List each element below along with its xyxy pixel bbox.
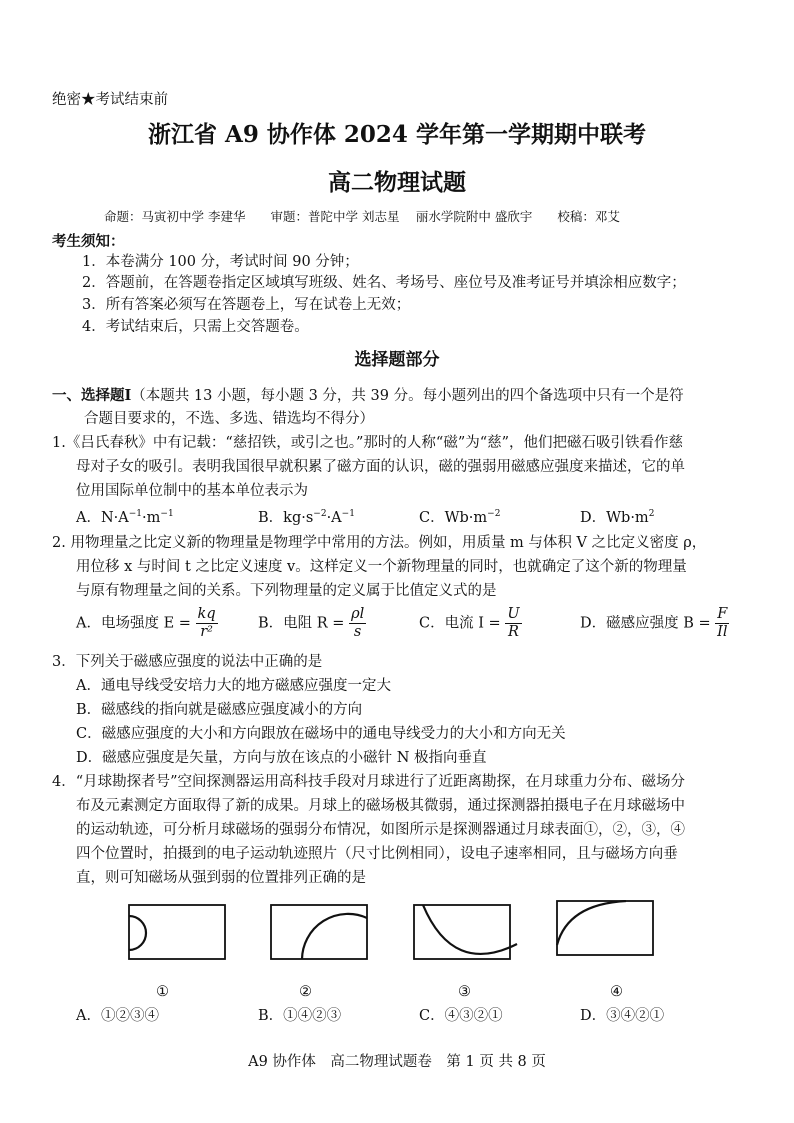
fraction <box>715 606 729 641</box>
q2-stem-line: 用位移 x 与时间 t 之比定义速度 v。这样定义一个新物理量的同时，也就确定了这个新的物理量 <box>76 559 687 575</box>
q1-option-a[interactable] <box>76 508 174 528</box>
q1-option-c[interactable] <box>419 508 500 528</box>
part-description: （本题共 13 小题，每小题 3 分，共 39 分。每小题列出的四个备选项中只有一个是符 <box>131 388 684 404</box>
option-label: C． <box>419 510 445 526</box>
numerator: U <box>507 606 520 622</box>
q1-option-d[interactable] <box>580 508 654 528</box>
option-text: Wb·m <box>444 510 488 526</box>
option-text: N·A <box>100 510 129 526</box>
exponent: −1 <box>341 509 355 519</box>
option-text: Wb·m <box>606 510 649 526</box>
denominator: Il <box>717 624 728 640</box>
electron-track-photo-2 <box>270 904 370 966</box>
q4-stem-line: 的运动轨迹，可分析月球磁场的强弱分布情况，如图所示是探测器通过月球表面①，②，③，④ <box>76 822 685 838</box>
numerator: F <box>717 606 728 622</box>
q4-stem-line: 直，则可知磁场从强到弱的位置排列正确的是 <box>76 870 366 886</box>
option-label: C．电流 I = <box>419 615 501 632</box>
option-label: D． <box>580 510 607 526</box>
page-footer: A9 协作体 高二物理试题卷 第 1 页 共 8 页 <box>248 1054 546 1070</box>
q1-option-b[interactable] <box>258 508 355 528</box>
exponent: −1 <box>160 509 174 519</box>
notice-item: 3．所有答案必须写在答题卷上，写在试卷上无效； <box>82 297 411 313</box>
q4-option-c[interactable]: C．④③②① <box>419 1008 503 1024</box>
confidential-mark: 绝密★考试结束前 <box>52 92 168 108</box>
denominator: r² <box>200 624 213 640</box>
q4-stem-line: 四个位置时，拍摄到的电子运动轨迹照片（尺寸比例相同），设电子速率相同，且与磁场方向垂 <box>76 846 678 862</box>
q3-option-d[interactable]: D．磁感应强度是矢量，方向与放在该点的小磁针 N 极指向垂直 <box>76 750 487 766</box>
option-text: ·m <box>142 510 161 526</box>
option-label: B．电阻 R = <box>258 615 345 632</box>
q2-option-c[interactable] <box>419 606 522 641</box>
exponent: −1 <box>128 509 143 519</box>
part-heading <box>52 386 684 406</box>
q3-option-a[interactable]: A．通电导线受安培力大的地方磁感应强度一定大 <box>76 678 391 694</box>
q2-option-b[interactable] <box>258 606 366 641</box>
electron-track-photo-1 <box>128 904 228 966</box>
q2-stem-line: 与原有物理量之间的关系。下列物理量的定义属于比值定义式的是 <box>76 583 497 599</box>
q4-option-d[interactable]: D．③④②① <box>580 1008 665 1024</box>
fraction <box>349 606 366 641</box>
figure-label: ② <box>299 984 312 1000</box>
option-text: kg·s <box>283 510 314 526</box>
option-label: A．电场强度 E = <box>76 615 191 632</box>
figure-label: ① <box>156 984 169 1000</box>
q3-stem: 3．下列关于磁感应强度的说法中正确的是 <box>52 654 323 670</box>
exponent: −2 <box>313 509 327 519</box>
electron-track-photo-3 <box>413 904 519 966</box>
figure-label: ③ <box>458 984 471 1000</box>
notice-item: 4．考试结束后，只需上交答题卷。 <box>82 319 309 335</box>
q3-option-c[interactable]: C．磁感应强度的大小和方向跟放在磁场中的通电导线受力的大小和方向无关 <box>76 726 566 742</box>
notice-heading: 考生须知： <box>52 233 125 250</box>
electron-track-photo-4 <box>556 900 656 962</box>
part-description-cont: 合题目要求的，不选、多选、错选均不得分） <box>84 411 374 427</box>
q2-option-d[interactable] <box>580 606 729 641</box>
exponent: −2 <box>487 509 501 519</box>
option-label: B． <box>258 510 284 526</box>
q4-option-a[interactable]: A．①②③④ <box>76 1008 159 1024</box>
q4-stem-line: 4．“月球勘探者号”空间探测器运用高科技手段对月球进行了近距离勘探，在月球重力分布、磁场分 <box>52 774 686 790</box>
option-text: ·A <box>326 510 342 526</box>
q3-option-b[interactable]: B．磁感线的指向就是磁感应强度减小的方向 <box>76 702 363 718</box>
q1-stem-line: 1.《吕氏春秋》中有记载：“慈招铁，或引之也。”那时的人称“磁”为“慈”，他们把磁石吸引铁看作慈 <box>52 435 684 451</box>
exam-subtitle: 高二物理试题 <box>328 169 466 196</box>
fraction <box>505 606 521 641</box>
fraction <box>196 606 218 641</box>
q4-stem-line: 布及元素测定方面取得了新的成果。月球上的磁场极其微弱，通过探测器拍摄电子在月球磁场中 <box>76 798 685 814</box>
notice-item: 2．答题前，在答题卷指定区域填写班级、姓名、考场号、座位号及准考证号并填涂相应数字； <box>82 275 686 291</box>
option-label: A． <box>76 510 101 526</box>
q1-stem-line: 位用国际单位制中的基本单位表示为 <box>76 483 308 499</box>
exponent: 2 <box>648 509 655 519</box>
denominator: R <box>507 624 519 640</box>
exam-title: 浙江省 A9 协作体 2024 学年第一学期期中联考 <box>148 121 646 148</box>
credits-line: 命题：马寅初中学 李建华 审题：普陀中学 刘志星 丽水学院附中 盛欣宇 校稿：邓艾 <box>104 209 620 224</box>
section-title: 选择题部分 <box>354 350 440 370</box>
figure-label: ④ <box>610 984 623 1000</box>
numerator: kq <box>197 606 216 622</box>
q1-stem-line: 母对子女的吸引。表明我国很早就积累了磁方面的认识，磁的强弱用磁感应强度来描述，它的单 <box>76 459 685 475</box>
option-label: D．磁感应强度 B = <box>580 615 711 632</box>
notice-item: 1．本卷满分 100 分，考试时间 90 分钟； <box>82 254 359 270</box>
q2-stem-line: 2. 用物理量之比定义新的物理量是物理学中常用的方法。例如，用质量 m 与体积 V 之比定义密度 ρ， <box>52 535 707 551</box>
part-label: 一、选择题Ⅰ <box>52 387 132 404</box>
q2-option-a[interactable] <box>76 606 218 641</box>
denominator: s <box>353 624 362 640</box>
q4-option-b[interactable]: B．①④②③ <box>258 1008 342 1024</box>
numerator: ρl <box>351 606 365 622</box>
